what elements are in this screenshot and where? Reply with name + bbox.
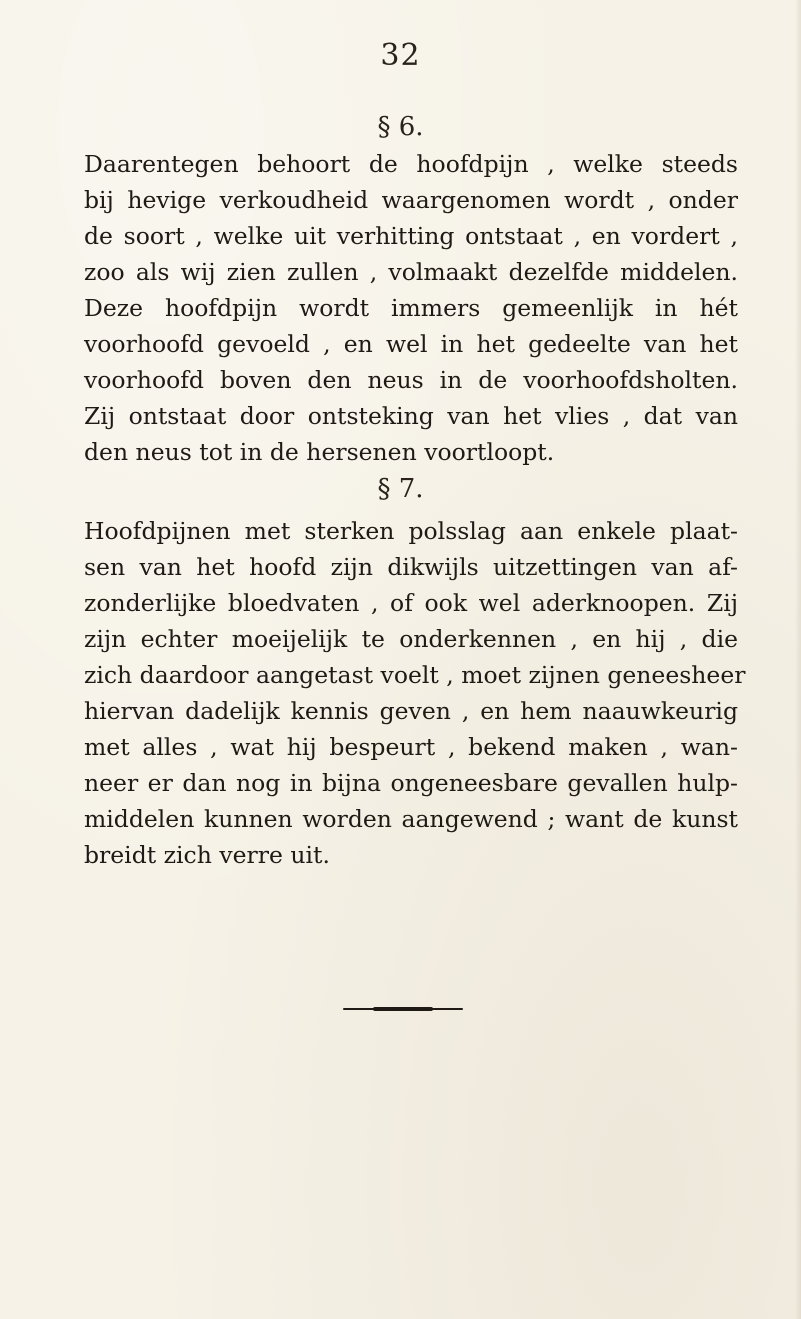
text-line: den neus tot in de hersenen voortloopt. — [84, 438, 555, 466]
text-line: voorhoofd boven den neus in de voorhoofdsholten. — [84, 366, 738, 394]
text-line: Daarentegen behoort de hoofdpijn , welke steeds — [84, 150, 738, 178]
text-line: Deze hoofdpijn wordt immers gemeenlijk in hét — [84, 294, 738, 322]
text-line: zich daardoor aangetast voelt , moet zijnen geneesheer — [84, 661, 746, 689]
text-line: sen van het hoofd zijn dikwijls uitzettingen van af- — [84, 553, 738, 581]
section-heading-6: § 6. — [377, 112, 424, 142]
text-line: de soort , welke uit verhitting ontstaat , en vordert , — [84, 222, 738, 250]
paragraph-section-7 — [84, 513, 746, 873]
text-line: Zij ontstaat door ontsteking van het vlies , dat van — [84, 402, 738, 430]
text-line: breidt zich verre uit. — [84, 841, 330, 869]
page-number: 32 — [380, 38, 421, 73]
text-line: met alles , wat hij bespeurt , bekend maken , wan- — [84, 733, 738, 761]
text-line: Hoofdpijnen met sterken polsslag aan enkele plaat- — [84, 517, 738, 545]
text-line: bij hevige verkoudheid waargenomen wordt , onder — [84, 186, 738, 214]
text-line: neer er dan nog in bijna ongeneesbare gevallen hulp- — [84, 769, 738, 797]
text-line: zonderlijke bloedvaten , of ook wel aderknoopen. Zij — [84, 589, 738, 617]
section-heading-7: § 7. — [377, 474, 424, 504]
ornament-rule-center — [373, 1007, 433, 1011]
paragraph-section-6 — [84, 146, 738, 470]
text-line: zijn echter moeijelijk te onderkennen , en hij , die — [84, 625, 738, 653]
rule-ornament-icon — [343, 1007, 463, 1011]
text-line: hiervan dadelijk kennis geven , en hem naauwkeurig — [84, 697, 738, 725]
text-line: voorhoofd gevoeld , en wel in het gedeelte van het — [84, 330, 738, 358]
text-line: zoo als wij zien zullen , volmaakt dezelfde middelen. — [84, 258, 738, 286]
text-line: middelen kunnen worden aangewend ; want de kunst — [84, 805, 738, 833]
page-edge-shadow — [795, 0, 801, 1319]
